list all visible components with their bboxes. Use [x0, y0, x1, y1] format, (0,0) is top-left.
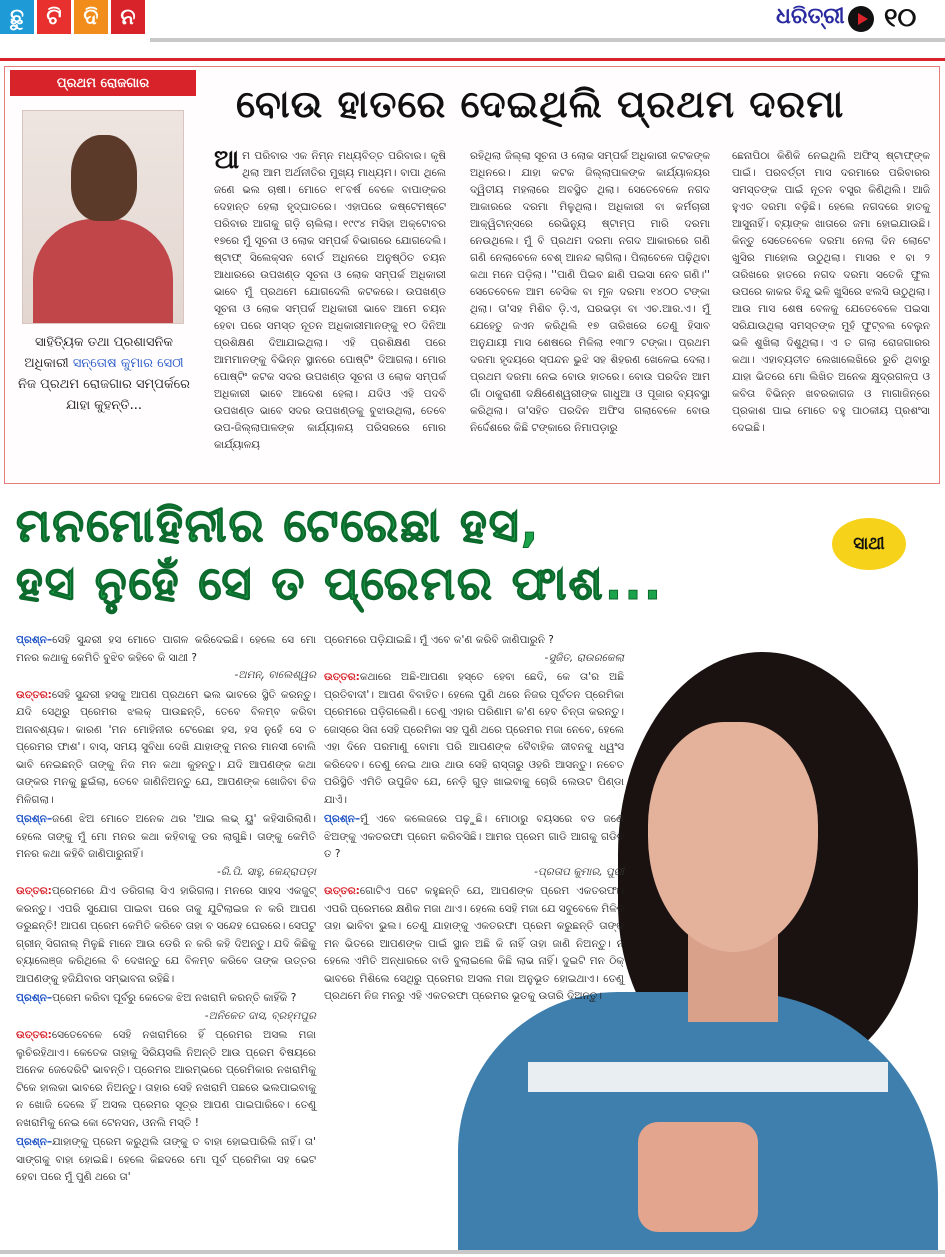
article-column-3	[732, 148, 930, 437]
author-photo	[22, 110, 184, 324]
newspaper-logo: ଧରିତ୍ରୀ	[776, 4, 845, 29]
reader-signature: -ରି.ପି. ସାହୁ, କେନ୍ଦ୍ରାପଡ଼ା	[217, 865, 316, 878]
answer-text: କଥାରେ ଅଛି-ଆପଣା ହସ୍ତେ ହେବା ଛେଦି, କେ ତା'ର ଅଛି ପ୍ରତିବାଦୀ'। ଆପଣ ବିବାହିତ। ହେଲେ ପୁଣି ଥରେ ନିଜର ପୂର୍ବତନ ପ୍ରେମିକା ପ୍ରେମରେ ପଡ଼ିଗଲେଣି। ତେଣୁ ଏହାର ପରିଣାମ କ'ଣ ହେବ ଚିନ୍ତା କରନ୍ତୁ। ଜୋସ୍‌ରେ ସିନା ସେହି ପ୍ରେମିକା ସହ ପୁଣି ଥରେ ପ୍ରେମର ମଜା ନେବେ, ହେଲେ ଏହା ଦିନେ ପରମାଣୁ ବୋମା ପରି ଆପଣଙ୍କ ବୈବାହିକ ଜୀବନକୁ ଧ୍ୱଂସ କରିଦେବ। ତେଣୁ ନେଇ ଥାଉ ଥାଉ ସେହି ରାସ୍ତାରୁ ଓହରି ଆସନ୍ତୁ। ନଚେତ ପରିସ୍ଥିତି ଏମିତି ଉପୁଜିବ ଯେ, ନେଡ଼ି ଗୁଡ଼ ଖାଇବାକୁ ଚୋରି ଲେଉଟ ପିଣ୍ଡା ଯାଏଁ।	[324, 671, 624, 806]
answer-block	[16, 687, 316, 810]
question-label: ପ୍ରଶ୍ନ–	[16, 813, 53, 825]
caption-outro: ନିଜ ପ୍ରଥମ ରୋଜଗାର ସମ୍ପର୍କରେ ଯାହା କୁହନ୍ତି...	[18, 377, 190, 413]
qa-column-left	[16, 632, 316, 1189]
header-divider	[0, 58, 945, 61]
feature-headline-line-2: ହସ ନୁହେଁ ସେ ତ ପ୍ରେମର ଫାଶ...	[16, 556, 664, 610]
answer-block	[324, 669, 624, 809]
section-letter: ଛୁ	[0, 0, 34, 34]
question-text: ମୁଁ ଏବେ କଲେଜରେ ପଢ଼ୁଛି। ମୋଠାରୁ ବୟସରେ ବଡ ଜଣେ ଝିଅଙ୍କୁ ଏକତରଫା ପ୍ରେମ କରିବସିଛି। ଆମର ପ୍ରେମ ଗାଡି ଆଗକୁ ଗଡିବ ତ ?	[324, 813, 624, 860]
column-text: ମ ପରିବାର ଏକ ନିମ୍ନ ମଧ୍ୟବିତ୍ତ ପରିବାର। କୃଷି ଥିଲା ଆମ ଅର୍ଥନୀତିର ମୁଖ୍ୟ ମାଧ୍ୟମ। ବାପା ଥିଲେ ଜଣେ ଭଲ ଚାଷୀ। ମୋତେ ୧୮ବର୍ଷ ବେଳେ ବାପାଙ୍କର ଦେହାନ୍ତ ହେଲା ହୃଦ୍‌ଘାତରେ। ଏହାପରେ କଷ୍ଟେମଷ୍ଟେ ପରିବାର ଆଗକୁ ଗଡ଼ି ଚାଲିଲା। ୧୯୯୪ ମସିହା ଅକ୍ଟୋବର ୧୭ରେ ମୁଁ ସୂଚନା ଓ ଲୋକ ସମ୍ପର୍କ ବିଭାଗରେ ଯୋଗଦେଲି। ଷ୍ଟାଫ୍ ସିଲେକ୍ସନ ବୋର୍ଡ ଅଧିନରେ ଅନୁଷ୍ଠିତ ଚୟନ ଆଧାରରେ ଉପଖଣ୍ଡ ସୂଚନା ଓ ଲୋକ ସମ୍ପର୍କ ଅଧିକାରୀ ଭାବେ ମୁଁ ପ୍ରଥମେ ଯୋଗଦେଲି କଟକରେ। ଉପଖଣ୍ଡ ସୂଚନା ଓ ଲୋକ ସମ୍ପର୍କ ଅଧିକାରୀ ଭାବେ ଆମେ ଚୟନ ହେବା ପରେ ସମସ୍ତ ନୂତନ ଅଧିକାରୀମାନଙ୍କୁ ୧୦ ଦିନିଆ ପ୍ରଶିକ୍ଷଣ ଦିଆଯାଇଥିଲା। ଏହି ପ୍ରଶିକ୍ଷଣ ପରେ ଆମମାନଙ୍କୁ ବିଭିନ୍ନ ସ୍ଥାନରେ ପୋଷ୍ଟିଂ ଦିଆଗଲା। ମୋର ପୋଷ୍ଟିଂ କଟକ ସଦର ଉପଖଣ୍ଡ ସୂଚନା ଓ ଲୋକ ସମ୍ପର୍କ ଅଧିକାରୀ ଭାବେ ଆଦେଶ ହେଲା। ଯଦିଓ ଏହି ପଦବି ଉପଖଣ୍ଡ ଭାବେ ସଦର ଉପଖଣ୍ଡକୁ ବୁଝାଉଥିଲା, ତେବେ ଉପ-ଜିଲ୍ଲାପାଳଙ୍କ କାର୍ଯ୍ୟାଳୟ ପରିସରରେ ମୋର କାର୍ଯ୍ୟାଳୟ	[214, 150, 446, 451]
question-label: ପ୍ରଶ୍ନ–	[16, 992, 53, 1004]
illustration-print	[638, 1122, 758, 1232]
masthead-rule	[150, 38, 945, 42]
question-text: ସେହି ସୁନ୍ଦରୀ ହସ ମୋତେ ପାଗଳ କରିଦେଇଛି। ହେଲେ ସେ ମୋ ମନର କଥାକୁ କେମିତି ବୁଝିବ କହିବେ କି ସାଥୀ ?	[16, 634, 316, 664]
drop-cap: ଆ	[214, 145, 240, 175]
section-letter: ନ	[111, 0, 145, 34]
answer-text: ଗୋଟିଏ ପଟେ କହୁଛନ୍ତି ଯେ, ଆପଣଙ୍କ ପ୍ରେମ ଏକତରଫା। ଏପରି ପ୍ରେମରେ କ୍ଷଣିକ ମଜା ଥାଏ। ହେଲେ ସେହି ମଜା ଯେ ସବୁବେଳେ ମିଳିବ ତାହା ଭାବିବା ଭୁଲ। ତେଣୁ ଯାହାଙ୍କୁ ଏକତରଫା ପ୍ରେମ କରୁଛନ୍ତି ତାଙ୍କ ମନ ଭିତରେ ଆପଣଙ୍କ ପାଇଁ ସ୍ଥାନ ଅଛି କି ନାହିଁ ତାହା ଜାଣି ନିଅନ୍ତୁ। ନ ହେଲେ ଏମିତି ଅନ୍ଧାରରେ ବାଡି ବୁଲାଇଲେ କିଛି ଲାଭ ନାହିଁ। ଦୁଇଟି ମନ ଠିକ୍ ଭାବରେ ମିଶିଲେ ସେଥିରୁ ପ୍ରେମର ଅସଲ ମଜା ଅନୁଭୂତ ହୋଇଥାଏ। ତେଣୁ ପ୍ରଥମେ ନିଜ ମନରୁ ଏହି ଏକତରଫା ପ୍ରେମର ଭୂତକୁ ଉତାରି ଦିଅନ୍ତୁ।	[324, 885, 624, 1002]
question-block	[16, 632, 316, 685]
illustration-face	[648, 722, 818, 952]
section-title	[0, 0, 148, 34]
feature-headline-line-1: ମନମୋହିନୀର ଟେରେଛା ହସ,	[16, 498, 541, 552]
answer-text: ପ୍ରେମରେ ଯିଏ ଡରିଗଲା ସିଏ ହାରିଗଲା। ମନରେ ସାହସ ଏକଜୁଟ୍ କରନ୍ତୁ। ଏପରି ସୁଯୋଗ ପାଇବା ପରେ ତାକୁ ଯୁଟିଲାଇଜ ନ କରି ଆପଣ ଡରୁଛନ୍ତି! ଆପଣ ପ୍ରେମ କେମିତି କରିବେ ତାହା ବ ସନ୍ଦେହ ଘେରରେ। ସେପଟୁ ଗ୍ରୀନ୍ ସିଗନାଲ୍ ମିଳୁଛି ମାନେ ଆଉ ଡେରି ନ କରି କହି ଦିଅନ୍ତୁ। ଯଦି କିଛିକୁ ଚ୍ୟାଲେଞ୍ଜ କରିଥିଲେ ବି ଦେଖନ୍ତୁ ଯେ ବିଳମ୍ବ କରିବେ ତାଙ୍କ ଉତ୍ତର ଆପଣଙ୍କୁ ହଜିଯିବାର ସମ୍ଭାବନା ରହିଛି।	[16, 885, 316, 985]
question-block	[16, 990, 316, 1025]
answer-text: ସେତେବେଳେ ସେହି ନଖରାମିରେ ହିଁ ପ୍ରେମର ଅସଲ ମଜା ଲୁଚିରହିଥାଏ। କେତେକ ତାହାକୁ ସିରିୟସଲି ନିଅନ୍ତି ଆଉ ପ୍ରେମ ବିଷୟରେ ଅନେକ ଜେଦେରିଟି ଭାବନ୍ତି। ପ୍ରେମର ଆରମ୍ଭରେ ପ୍ରେମିକାର ନଖରାମିକୁ ଟିକେ ହାଲକା ଭାବରେ ନିଅନ୍ତୁ। ତାହାର ସେହି ନଖରାମି ପଛରେ ଭଲପାଇବାକୁ ନ ଖୋଜି ଦେଲେ ହିଁ ଅସଲ ପ୍ରେମର ସୂତ୍ର ଆପଣ ପାଇପାରିବେ। ତେଣୁ ନଖରାମିକୁ ନେଇ କୋ ଟେନସନ, ଓନଲି ମସ୍ତି !	[16, 1029, 316, 1129]
reader-signature: -ସୁଜିତ, ରାଉରକେଲା	[544, 651, 624, 664]
article-headline: ବୋଉ ହାତରେ ଦେଇଥିଲି ପ୍ରଥମ ଦରମା	[236, 82, 845, 126]
question-text: ପ୍ରେମ କରିବା ପୂର୍ବରୁ କେତେକ ଝିଅ ନଖରାମି କରନ୍ତି କାହିଁକି ?	[52, 992, 297, 1004]
reader-signature: -ଅମନ୍, ବାଲେଶ୍ୱର	[234, 669, 316, 681]
section-tag: ପ୍ରଥମ ରୋଜଗାର	[10, 70, 196, 96]
answer-block	[16, 883, 316, 988]
question-text: ଜଣେ ଝିଅ ମୋତେ ଅନେକ ଥର 'ଆଇ ଲଭ୍ ୟୁ' କହିସାରିଲାଣି। ହେଲେ ତାଙ୍କୁ ମୁଁ ମୋ ମନର କଥା କହିବାକୁ ଡର ଲାଗୁଛି। ତାଙ୍କୁ କେମିତି ମନର କଥା କହିବି ଜାଣିପାରୁନାହିଁ।	[16, 813, 316, 860]
question-text: ଯାହାଙ୍କୁ ପ୍ରେମ କରୁଥିଲି ତାଙ୍କୁ ତ ବାହା ହୋଇପାରିଲି ନାହିଁ। ତା' ସାଙ୍ଗକୁ ବାହା ହୋଇଛି। ହେଲେ କିଛଦରେ ମୋ ପୂର୍ବ ପ୍ରେମିକା ସହ ଭେଟ ହେବା ପରେ ମୁଁ ପୁଣି ଥରେ ତା'	[16, 1136, 316, 1183]
question-block	[16, 811, 316, 881]
qa-column-middle	[324, 632, 624, 1008]
section-letter: ଟି	[37, 0, 71, 34]
photo-body	[33, 219, 173, 324]
photo-head	[71, 135, 137, 221]
question-text: ପ୍ରେମରେ ପଡ଼ିଯାଇଛି। ମୁଁ ଏବେ କ'ଣ କରିବି ଜାଣିପାରୁନି ?	[324, 634, 554, 646]
caption-author-name: ସନ୍ତୋଷ କୁମାର ସେଠୀ	[72, 356, 184, 371]
caption-intro: ସାହିତ୍ୟିକ ତଥା ପ୍ରଶାସନିକ ଅଧିକାରୀ	[24, 335, 174, 371]
reader-signature: -ପ୍ରତାପ କୁମାର, ପୁରୀ	[534, 865, 624, 878]
column-badge: ସାଥୀ	[832, 518, 906, 570]
question-block	[16, 1134, 316, 1187]
article-column-1	[214, 145, 446, 454]
answer-label: ଉତ୍ତର:	[324, 671, 360, 683]
answer-label: ଉତ୍ତର:	[324, 885, 360, 897]
footer-rule	[0, 1250, 945, 1254]
column-text: ରହିଥିଲା ଜିଲ୍ଲା ସୂଚନା ଓ ଲୋକ ସମ୍ପର୍କ ଅଧିକାରୀ କଟକଙ୍କ ଅଧିନରେ। ଯାହା କଟକ ଜିଲ୍ଲାପାଳଙ୍କ କାର୍ଯ୍ୟାଳୟର ଦ୍ୱିତୀୟ ମହଲାରେ ଅବସ୍ଥିତ ଥିଲା। ସେତେବେଳେ ନଗଦ ଆକାରରେ ଦରମା ମିଳୁଥିଲା। ଅଧିକାରୀ ବା କର୍ମଚାରୀ ଆକ୍ୱିଟାନ୍ସରେ ରେଭିନ୍ୟୁ ଷ୍ଟାମ୍ପ ମାରି ଦରମା ନେଉଥିଲେ। ମୁଁ ବି ପ୍ରଥମ ଦରମା ନଗଦ ଆକାରରେ ଗଣି ଗଣି ନେଲାବେଳେ ବେଶ୍ ଆନନ୍ଦ ଲାଗିଲା। ପିଲାବେଳେ ପଢ଼ିଥିବା କଥା ମନେ ପଡ଼ିଲା। ''ପାଣି ପିଇବ ଛାଣି ପଇସା ନେବ ଗଣି।'' ସେତେବେଳେ ଆମ ବେସିକ ବା ମୂଳ ଦରମା ୧୪୦୦ ଟଙ୍କା ଥିଲା। ତା'ସହ ମିଶିବ ଡ଼ି.ଏ, ଘରଭଡ଼ା ବା ଏଚ.ଆର.ଏ। ମୁଁ ଯେହେତୁ ଜଏନ କରିଥିଲି ୧୭ ତାରିଖରେ ତେଣୁ ହିସାବ ଅନୁଯାୟୀ ମାସ ଶେଷରେ ମିଳିଲା ୧୩୮୨ ଟଙ୍କା। ପ୍ରଥମ ଦରମା ହୃଦୟରେ ସ୍ପନ୍ଦନ ଭୁଝି ସହ ଶିହରଣ ଖେଳେଇ ଦେଲା। ପ୍ରଥମ ଦରମା ନେଇ ବୋଉ ହାତରେ। ବୋଉ ପରଦିନ ଆମ ଗାଁ ଠାକୁରାଣୀ ଦକ୍ଷିଣେଶ୍ୱରୀଙ୍କ ଗାଧୁଆ ଓ ପୂଜାର ବ୍ୟବସ୍ଥା କରିଥିଲା। ତା'ସହିତ ପରଦିନ ଅଫିସ ଗଲାବେଳେ ବୋଉ ନିର୍ଦ୍ଦେଶରେ କିଛି ଟଙ୍କାରେ ନିମାପଡ଼ାରୁ	[470, 150, 710, 434]
photo-caption	[18, 332, 190, 416]
page-number: ୧୦	[884, 3, 917, 33]
answer-block	[324, 883, 624, 1006]
answer-label: ଉତ୍ତର:	[16, 1029, 52, 1041]
answer-text: ସେହି ସୁନ୍ଦରୀ ହସକୁ ଆପଣ ପ୍ରଥମେ ଭଲ ଭାବରେ ସ୍ଥିତି କରନ୍ତୁ। ଯଦି ସେଥିରୁ ପ୍ରେମର ଝଲକ୍ ପାଉଛନ୍ତି, ତେବେ ବିଳମ୍ବ କରିବା ଅନାବଶ୍ୟକ। କାରଣ 'ମନ ମୋହିନୀର ଟେରେଛା ହସ, ହସ ନୁହେଁ ସେ ତ ପ୍ରେମର ଫାଶ'। ବାସ୍, ସମୟ ସୁବିଧା ଦେଖି ଯାହାଙ୍କୁ ମନର ମାନସୀ ବୋଲି ଭାବି ନେଇଛନ୍ତି ତାଙ୍କୁ ନିଜ ମନ କଥା କୁହନ୍ତୁ। ଯଦି ଆପଣଙ୍କ କଥା ତାଙ୍କର ମନକୁ ଛୁଇଁଲା, ତେବେ ଜାଣିନିଅନ୍ତୁ ଯେ, ଆପଣଙ୍କ ଖୋଜିବା ଚିଜ ମିଳିଗଲା।	[16, 688, 316, 806]
illustration-stripe	[528, 1062, 888, 1092]
column-text: ଛେନାପିଠା କିଣିକି ନେଇଥିଲି ଅଫିସ୍ ଷ୍ଟାଫ୍‌ଙ୍କ ପାଇଁ। ପରବର୍ତ୍ତୀ ମାସ ଦରମାରେ ପରିବାରର ସମସ୍ତଙ୍କ ପାଇଁ ନୂତନ ବସ୍ତ୍ର କିଣିଥିଲି। ଆଜି ହୁଏତ ଦରମା ବଢ଼ିଛି। ହେଲେ ନଗଦରେ ହାତକୁ ଆସୁନାହିଁ। ବ୍ୟାଙ୍କ ଖାତାରେ ଜମା ହୋଇଯାଉଛି। କିନ୍ତୁ ସେତେବେଳେ ଦରମା ନେଲା ଦିନ ଲୋଟେ ଖୁସିର ମାହୋଲ ଉଠୁଥିଲା। ମାସର ୧ ବା ୨ ତାରିଖରେ ହାତରେ ନଗଦ ଦରମା ସତେକି ଫୁଲ ଉପରେ କାକର ବିନ୍ଦୁ ଭଳି ଖୁସିରେ ଝଲସି ଉଠୁଥିଲା। ଆଉ ମାସ ଶେଷ ବେଳକୁ ଯେତେବେଳେ ପଇସା ସରିଯାଉଥିଲା ସମସ୍ତଙ୍କ ମୁହଁ ଫୁଟ୍‌ବଲ ବେଲୁନ ଭଳି ଶୁଖିଲା ଦିଶୁଥିଲା। ଏ ତ ଗଲା ରୋଜଗାରର କଥା। ଏହାବ୍ୟତୀତ ଲେଖାଲେଖିରେ ରୁଚି ଥିବାରୁ ଯାହା ଭିତରେ ମୋ ଲିଖିତ ଅନେକ କ୍ଷୁଦ୍ରଗଳ୍ପ ଓ କବିତା ବିଭିନ୍ନ ଖବରକାଗଜ ଓ ମାଗାଜିନ୍‌ରେ ପ୍ରକାଶ ପାଇ ମୋତେ ବହୁ ପାଠକୀୟ ପ୍ରଶଂସା ଦେଇଛି।	[732, 150, 930, 434]
reader-signature: -ଅନିକେତ ଦାସ, ବ୍ରହ୍ମପୁର	[204, 1009, 316, 1022]
answer-label: ଉତ୍ତର:	[16, 885, 52, 897]
question-label: ପ୍ରଶ୍ନ–	[16, 634, 53, 646]
question-label: ପ୍ରଶ୍ନ–	[324, 813, 361, 825]
answer-block	[16, 1027, 316, 1132]
article-column-2	[470, 148, 710, 437]
answer-label: ଉତ୍ତର:	[16, 688, 52, 701]
author-sidebar	[10, 70, 196, 478]
section-letter: ଦି	[74, 0, 108, 34]
question-label: ପ୍ରଶ୍ନ–	[16, 1136, 53, 1148]
question-block	[324, 811, 624, 881]
question-block	[324, 632, 624, 667]
play-icon	[848, 6, 874, 32]
